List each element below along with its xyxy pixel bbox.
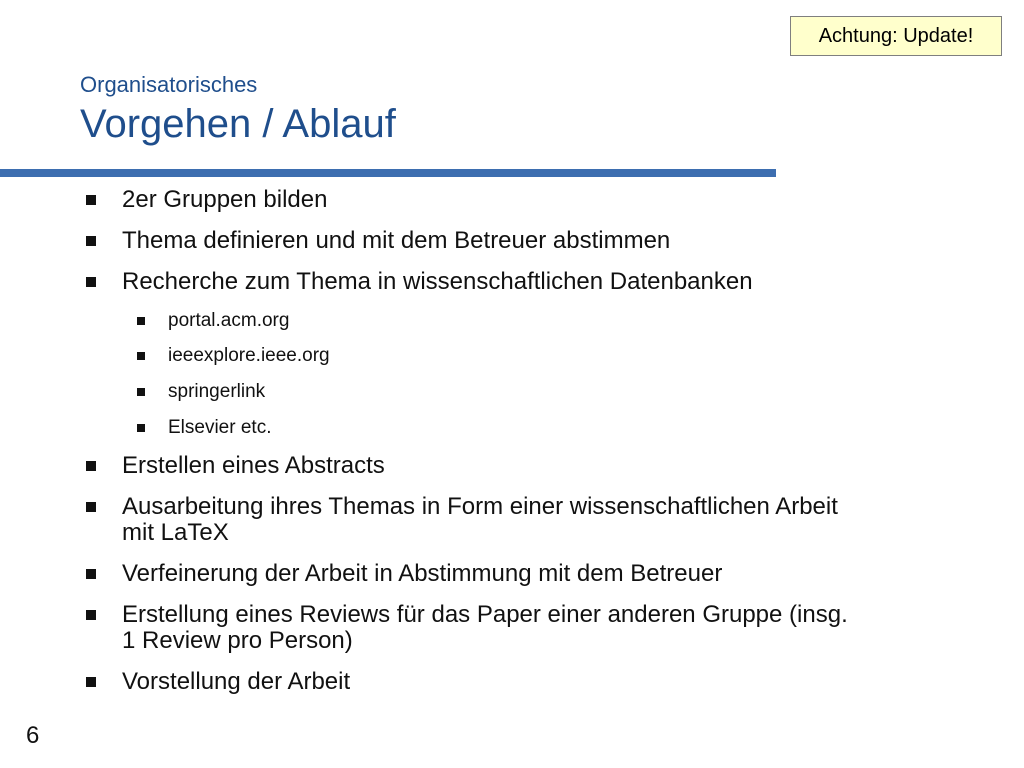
bullet-item bbox=[122, 669, 962, 695]
bullet-item bbox=[122, 228, 962, 254]
square-bullet-icon bbox=[137, 352, 145, 360]
bullet-text: Thema definieren und mit dem Betreuer abstimmen bbox=[122, 227, 671, 254]
bullet-item bbox=[122, 269, 962, 295]
sub-bullet-text: springerlink bbox=[168, 381, 266, 402]
bullet-text: Verfeinerung der Arbeit in Abstimmung mit dem Betreuer bbox=[122, 560, 723, 587]
bullet-text-line-1: Erstellung eines Reviews für das Paper einer anderen Gruppe (insg. bbox=[122, 601, 848, 628]
update-notice-text: Achtung: Update! bbox=[818, 25, 974, 47]
bullet-item bbox=[122, 187, 962, 213]
bullet-text-line-2: mit LaTeX bbox=[122, 519, 229, 546]
bullet-text-line-1: Ausarbeitung ihres Themas in Form einer wissenschaftlichen Arbeit bbox=[122, 493, 838, 520]
sub-bullet-item bbox=[168, 381, 568, 403]
square-bullet-icon bbox=[86, 677, 96, 687]
square-bullet-icon bbox=[86, 502, 96, 512]
square-bullet-icon bbox=[86, 236, 96, 246]
square-bullet-icon bbox=[86, 195, 96, 205]
square-bullet-icon bbox=[86, 461, 96, 471]
bullet-item bbox=[122, 561, 962, 587]
square-bullet-icon bbox=[137, 388, 145, 396]
bullet-text-line-2: 1 Review pro Person) bbox=[122, 627, 353, 654]
square-bullet-icon bbox=[137, 424, 145, 432]
bullet-text: Vorstellung der Arbeit bbox=[122, 668, 351, 695]
slide-subtitle: Organisatorisches bbox=[80, 72, 258, 97]
square-bullet-icon bbox=[86, 610, 96, 620]
square-bullet-icon bbox=[86, 569, 96, 579]
bullet-item bbox=[122, 602, 962, 654]
bullet-text: Erstellen eines Abstracts bbox=[122, 452, 385, 479]
bullet-text: Recherche zum Thema in wissenschaftlichen Datenbanken bbox=[122, 268, 753, 295]
sub-bullet-item bbox=[168, 417, 568, 439]
sub-bullet-item bbox=[168, 310, 568, 332]
slide-title: Vorgehen / Ablauf bbox=[80, 102, 396, 146]
page-number: 6 bbox=[26, 722, 40, 749]
sub-bullet-text: ieeexplore.ieee.org bbox=[168, 345, 330, 366]
bullet-text: 2er Gruppen bilden bbox=[122, 186, 328, 213]
bullet-item bbox=[122, 494, 962, 546]
sub-bullet-text: Elsevier etc. bbox=[168, 417, 272, 438]
square-bullet-icon bbox=[86, 277, 96, 287]
sub-bullet-text: portal.acm.org bbox=[168, 310, 290, 331]
bullet-item bbox=[122, 453, 962, 479]
square-bullet-icon bbox=[137, 317, 145, 325]
sub-bullet-item bbox=[168, 345, 568, 367]
